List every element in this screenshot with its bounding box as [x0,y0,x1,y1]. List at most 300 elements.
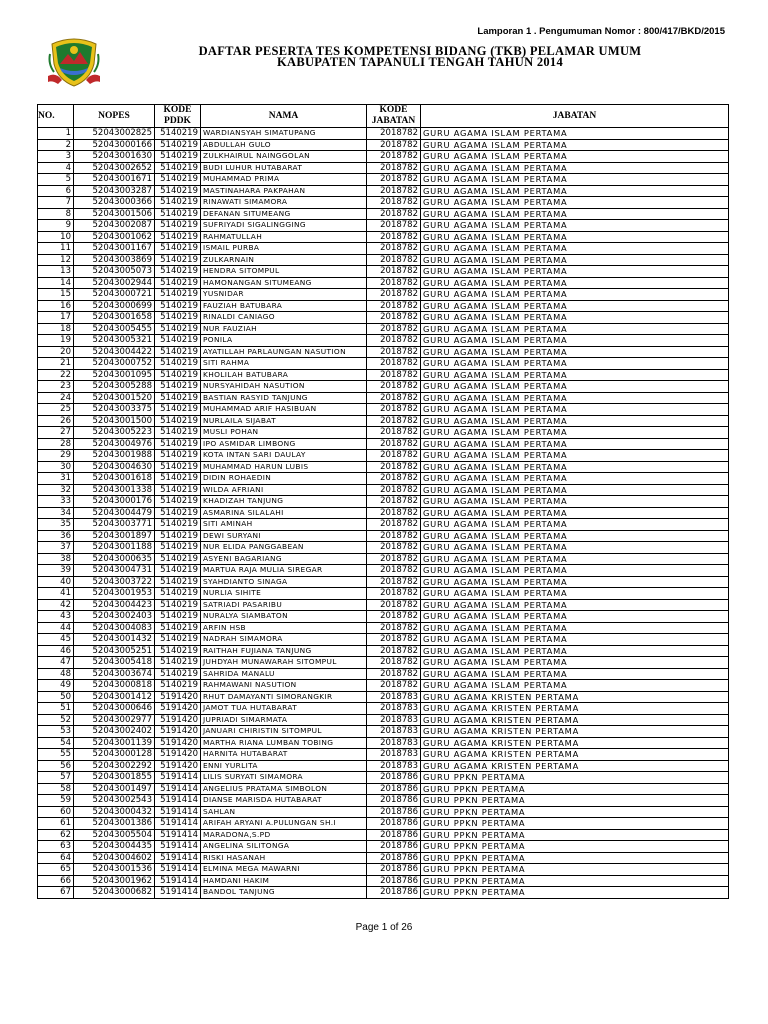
cell-no: 13 [38,266,74,278]
cell-kode-pddk: 5140219 [155,162,201,174]
table-row [38,312,729,324]
cell-kode-pddk: 5191414 [155,864,201,876]
table-row [38,174,729,186]
cell-jabatan: GURU AGAMA ISLAM PERTAMA [421,162,729,174]
cell-nopes: 52043000366 [74,197,155,209]
cell-nopes: 52043001139 [74,737,155,749]
cell-no: 42 [38,599,74,611]
cell-nama: JAMOT TUA HUTABARAT [201,703,367,715]
cell-jabatan: GURU AGAMA KRISTEN PERTAMA [421,726,729,738]
cell-kode-jabatan: 2018782 [367,185,421,197]
cell-kode-jabatan: 2018782 [367,243,421,255]
cell-jabatan: GURU AGAMA KRISTEN PERTAMA [421,703,729,715]
cell-jabatan: GURU AGAMA KRISTEN PERTAMA [421,749,729,761]
cell-jabatan: GURU PPKN PERTAMA [421,806,729,818]
cell-jabatan: GURU AGAMA ISLAM PERTAMA [421,588,729,600]
table-row [38,565,729,577]
cell-jabatan: GURU PPKN PERTAMA [421,829,729,841]
cell-kode-jabatan: 2018786 [367,818,421,830]
cell-no: 33 [38,496,74,508]
cell-no: 24 [38,392,74,404]
table-row [38,668,729,680]
cell-kode-jabatan: 2018786 [367,852,421,864]
cell-kode-pddk: 5191414 [155,783,201,795]
cell-no: 65 [38,864,74,876]
cell-nopes: 52043001953 [74,588,155,600]
cell-kode-pddk: 5140219 [155,185,201,197]
cell-nama: MARTHA RIANA LUMBAN TOBING [201,737,367,749]
cell-jabatan: GURU PPKN PERTAMA [421,887,729,899]
cell-kode-pddk: 5191420 [155,760,201,772]
cell-nopes: 52043003771 [74,519,155,531]
cell-jabatan: GURU AGAMA ISLAM PERTAMA [421,657,729,669]
cell-jabatan: GURU PPKN PERTAMA [421,772,729,784]
cell-kode-pddk: 5140219 [155,208,201,220]
cell-nopes: 52043002543 [74,795,155,807]
table-row [38,358,729,370]
cell-kode-jabatan: 2018782 [367,197,421,209]
cell-kode-jabatan: 2018782 [367,588,421,600]
cell-jabatan: GURU PPKN PERTAMA [421,852,729,864]
cell-jabatan: GURU AGAMA ISLAM PERTAMA [421,220,729,232]
cell-kode-pddk: 5140219 [155,220,201,232]
cell-no: 51 [38,703,74,715]
cell-nama: HARNITA HUTABARAT [201,749,367,761]
cell-kode-pddk: 5140219 [155,231,201,243]
column-header-nopes: NOPES [74,105,155,128]
cell-kode-pddk: 5191420 [155,749,201,761]
cell-kode-pddk: 5140219 [155,358,201,370]
cell-nama: HAMONANGAN SITUMEANG [201,277,367,289]
cell-nama: JANUARI CHIRISTIN SITOMPUL [201,726,367,738]
cell-jabatan: GURU AGAMA ISLAM PERTAMA [421,542,729,554]
cell-jabatan: GURU AGAMA ISLAM PERTAMA [421,473,729,485]
cell-nopes: 52043000752 [74,358,155,370]
cell-no: 37 [38,542,74,554]
cell-kode-pddk: 5140219 [155,588,201,600]
cell-no: 57 [38,772,74,784]
cell-nopes: 52043005418 [74,657,155,669]
cell-nama: SAHLAN [201,806,367,818]
cell-nopes: 52043004423 [74,599,155,611]
cell-nopes: 52043000166 [74,139,155,151]
cell-nama: MASTINAHARA PAKPAHAN [201,185,367,197]
cell-no: 62 [38,829,74,841]
cell-no: 2 [38,139,74,151]
table-row [38,404,729,416]
cell-jabatan: GURU AGAMA ISLAM PERTAMA [421,611,729,623]
cell-no: 46 [38,645,74,657]
cell-kode-jabatan: 2018782 [367,427,421,439]
cell-nopes: 52043004083 [74,622,155,634]
cell-kode-pddk: 5140219 [155,300,201,312]
cell-kode-pddk: 5140219 [155,542,201,554]
cell-nama: MUHAMMAD PRIMA [201,174,367,186]
table-row [38,461,729,473]
cell-nopes: 52043001988 [74,450,155,462]
cell-kode-jabatan: 2018782 [367,312,421,324]
cell-nama: NURLIA SIHITE [201,588,367,600]
cell-kode-jabatan: 2018782 [367,415,421,427]
table-row [38,243,729,255]
cell-no: 60 [38,806,74,818]
cell-jabatan: GURU AGAMA ISLAM PERTAMA [421,151,729,163]
table-row [38,772,729,784]
document-title: DAFTAR PESERTA TES KOMPETENSI BIDANG (TKB) PELAMAR UMUM [198,44,642,58]
cell-jabatan: GURU AGAMA ISLAM PERTAMA [421,243,729,255]
cell-nama: SATRIADI PASARIBU [201,599,367,611]
cell-kode-jabatan: 2018782 [367,668,421,680]
cell-kode-jabatan: 2018782 [367,346,421,358]
table-row [38,737,729,749]
cell-jabatan: GURU AGAMA ISLAM PERTAMA [421,392,729,404]
table-row [38,599,729,611]
cell-nama: BANDOL TANJUNG [201,887,367,899]
cell-nama: NUR ELIDA PANGGABEAN [201,542,367,554]
cell-nama: MARADONA,S.PD [201,829,367,841]
table-row [38,450,729,462]
cell-kode-jabatan: 2018782 [367,300,421,312]
cell-kode-jabatan: 2018782 [367,496,421,508]
cell-jabatan: GURU AGAMA ISLAM PERTAMA [421,312,729,324]
table-row [38,128,729,140]
cell-jabatan: GURU PPKN PERTAMA [421,875,729,887]
cell-nopes: 52043001536 [74,864,155,876]
cell-nopes: 52043004422 [74,346,155,358]
cell-kode-jabatan: 2018782 [367,335,421,347]
cell-no: 48 [38,668,74,680]
cell-nama: ARIFAH ARYANI A.PULUNGAN SH.I [201,818,367,830]
cell-jabatan: GURU AGAMA KRISTEN PERTAMA [421,714,729,726]
cell-nama: HAMDANI HAKIM [201,875,367,887]
cell-nama: RINALDI CANIAGO [201,312,367,324]
cell-kode-pddk: 5140219 [155,645,201,657]
cell-nopes: 52043004602 [74,852,155,864]
cell-kode-jabatan: 2018782 [367,369,421,381]
cell-kode-pddk: 5191420 [155,726,201,738]
cell-jabatan: GURU AGAMA ISLAM PERTAMA [421,381,729,393]
cell-nopes: 52043001506 [74,208,155,220]
cell-nama: NURLAILA SIJABAT [201,415,367,427]
cell-nopes: 52043003287 [74,185,155,197]
cell-nopes: 52043002825 [74,128,155,140]
table-row [38,691,729,703]
cell-kode-jabatan: 2018783 [367,691,421,703]
cell-no: 8 [38,208,74,220]
cell-no: 52 [38,714,74,726]
cell-kode-jabatan: 2018782 [367,576,421,588]
cell-kode-jabatan: 2018783 [367,737,421,749]
cell-no: 14 [38,277,74,289]
cell-nama: NUR FAUZIAH [201,323,367,335]
cell-nopes: 52043004731 [74,565,155,577]
cell-no: 44 [38,622,74,634]
table-row [38,231,729,243]
cell-nopes: 52043001897 [74,530,155,542]
cell-kode-jabatan: 2018783 [367,749,421,761]
cell-kode-pddk: 5191414 [155,852,201,864]
table-row [38,622,729,634]
cell-kode-jabatan: 2018786 [367,887,421,899]
cell-jabatan: GURU AGAMA ISLAM PERTAMA [421,599,729,611]
cell-nopes: 52043002944 [74,277,155,289]
table-row [38,496,729,508]
cell-kode-jabatan: 2018782 [367,473,421,485]
kabupaten-tapanuli-tengah-emblem-icon [46,34,102,88]
cell-nama: FAUZIAH BATUBARA [201,300,367,312]
cell-no: 29 [38,450,74,462]
table-row [38,162,729,174]
cell-kode-jabatan: 2018786 [367,772,421,784]
cell-jabatan: GURU AGAMA ISLAM PERTAMA [421,668,729,680]
cell-no: 50 [38,691,74,703]
cell-kode-pddk: 5140219 [155,657,201,669]
cell-nama: WARDIANSYAH SIMATUPANG [201,128,367,140]
cell-nopes: 52043001432 [74,634,155,646]
cell-nopes: 52043004479 [74,507,155,519]
cell-kode-pddk: 5140219 [155,484,201,496]
cell-kode-pddk: 5140219 [155,243,201,255]
cell-kode-pddk: 5140219 [155,634,201,646]
table-row [38,829,729,841]
cell-kode-pddk: 5191414 [155,806,201,818]
cell-nama: YUSNIDAR [201,289,367,301]
cell-jabatan: GURU AGAMA ISLAM PERTAMA [421,231,729,243]
cell-nama: ASYENI BAGARIANG [201,553,367,565]
table-row [38,864,729,876]
document-subtitle: KABUPATEN TAPANULI TENGAH TAHUN 2014 [276,55,564,69]
table-row [38,266,729,278]
cell-jabatan: GURU AGAMA ISLAM PERTAMA [421,358,729,370]
cell-jabatan: GURU AGAMA ISLAM PERTAMA [421,185,729,197]
cell-nopes: 52043004630 [74,461,155,473]
cell-kode-pddk: 5140219 [155,438,201,450]
cell-kode-jabatan: 2018786 [367,864,421,876]
cell-nama: JUHDYAH MUNAWARAH SITOMPUL [201,657,367,669]
cell-nama: DIANSE MARISDA HUTABARAT [201,795,367,807]
table-row [38,783,729,795]
cell-no: 1 [38,128,74,140]
cell-nopes: 52043005251 [74,645,155,657]
cell-jabatan: GURU AGAMA ISLAM PERTAMA [421,254,729,266]
cell-kode-pddk: 5140219 [155,128,201,140]
cell-kode-jabatan: 2018782 [367,645,421,657]
cell-kode-pddk: 5140219 [155,151,201,163]
cell-kode-pddk: 5140219 [155,530,201,542]
cell-no: 58 [38,783,74,795]
cell-kode-jabatan: 2018782 [367,162,421,174]
cell-no: 23 [38,381,74,393]
cell-kode-pddk: 5140219 [155,680,201,692]
table-row [38,680,729,692]
cell-kode-jabatan: 2018782 [367,530,421,542]
table-row [38,335,729,347]
cell-jabatan: GURU AGAMA ISLAM PERTAMA [421,576,729,588]
cell-nama: SITI RAHMA [201,358,367,370]
cell-jabatan: GURU AGAMA ISLAM PERTAMA [421,208,729,220]
cell-kode-pddk: 5140219 [155,174,201,186]
cell-kode-pddk: 5140219 [155,392,201,404]
cell-jabatan: GURU AGAMA ISLAM PERTAMA [421,289,729,301]
cell-kode-jabatan: 2018782 [367,542,421,554]
cell-no: 16 [38,300,74,312]
cell-kode-jabatan: 2018783 [367,726,421,738]
cell-kode-pddk: 5140219 [155,599,201,611]
cell-nopes: 52043002292 [74,760,155,772]
cell-kode-jabatan: 2018786 [367,806,421,818]
cell-jabatan: GURU AGAMA ISLAM PERTAMA [421,450,729,462]
cell-kode-jabatan: 2018782 [367,622,421,634]
cell-nama: MUHAMMAD HARUN LUBIS [201,461,367,473]
cell-no: 49 [38,680,74,692]
cell-jabatan: GURU AGAMA ISLAM PERTAMA [421,128,729,140]
cell-no: 40 [38,576,74,588]
cell-no: 35 [38,519,74,531]
cell-nopes: 52043000818 [74,680,155,692]
cell-kode-jabatan: 2018782 [367,231,421,243]
cell-nama: NURSYAHIDAH NASUTION [201,381,367,393]
column-header-kode-pddk [155,105,201,128]
table-row [38,415,729,427]
cell-nopes: 52043001855 [74,772,155,784]
cell-no: 30 [38,461,74,473]
cell-kode-jabatan: 2018783 [367,703,421,715]
cell-jabatan: GURU AGAMA ISLAM PERTAMA [421,346,729,358]
cell-jabatan: GURU AGAMA ISLAM PERTAMA [421,507,729,519]
cell-nopes: 52043001618 [74,473,155,485]
cell-kode-jabatan: 2018782 [367,461,421,473]
cell-no: 10 [38,231,74,243]
table-row [38,530,729,542]
table-row [38,381,729,393]
table-row [38,818,729,830]
cell-kode-jabatan: 2018782 [367,220,421,232]
cell-no: 38 [38,553,74,565]
cell-no: 28 [38,438,74,450]
table-row [38,254,729,266]
cell-no: 21 [38,358,74,370]
cell-jabatan: GURU AGAMA KRISTEN PERTAMA [421,737,729,749]
cell-nopes: 52043002403 [74,611,155,623]
cell-nopes: 52043001062 [74,231,155,243]
cell-jabatan: GURU AGAMA ISLAM PERTAMA [421,519,729,531]
table-row [38,634,729,646]
cell-kode-jabatan: 2018782 [367,277,421,289]
cell-kode-jabatan: 2018782 [367,381,421,393]
cell-nopes: 52043003722 [74,576,155,588]
cell-kode-pddk: 5191420 [155,703,201,715]
cell-kode-pddk: 5140219 [155,335,201,347]
cell-nama: SAHRIDA MANALU [201,668,367,680]
column-header-kode-jabatan [367,105,421,128]
table-row [38,749,729,761]
cell-kode-pddk: 5140219 [155,565,201,577]
cell-no: 15 [38,289,74,301]
cell-kode-pddk: 5191414 [155,875,201,887]
cell-kode-pddk: 5140219 [155,289,201,301]
cell-no: 26 [38,415,74,427]
cell-jabatan: GURU PPKN PERTAMA [421,841,729,853]
cell-kode-jabatan: 2018782 [367,266,421,278]
cell-nama: AYATILLAH PARLAUNGAN NASUTION [201,346,367,358]
cell-kode-pddk: 5140219 [155,323,201,335]
cell-no: 20 [38,346,74,358]
cell-kode-jabatan: 2018786 [367,841,421,853]
cell-nama: DEFANAN SITUMEANG [201,208,367,220]
cell-kode-jabatan: 2018782 [367,358,421,370]
cell-nama: KHADIZAH TANJUNG [201,496,367,508]
cell-no: 53 [38,726,74,738]
cell-nopes: 52043001386 [74,818,155,830]
cell-jabatan: GURU AGAMA ISLAM PERTAMA [421,496,729,508]
cell-kode-jabatan: 2018783 [367,714,421,726]
cell-nama: JUPRIADI SIMARMATA [201,714,367,726]
table-row [38,795,729,807]
cell-no: 55 [38,749,74,761]
cell-nama: ABDULLAH GULO [201,139,367,151]
cell-kode-jabatan: 2018782 [367,438,421,450]
cell-kode-jabatan: 2018782 [367,519,421,531]
cell-kode-jabatan: 2018782 [367,680,421,692]
cell-nopes: 52043001671 [74,174,155,186]
column-header-kode-jabatan-line2: JABATAN [371,116,416,126]
table-row [38,277,729,289]
cell-kode-pddk: 5191420 [155,737,201,749]
cell-nama: SYAHDIANTO SINAGA [201,576,367,588]
cell-kode-pddk: 5140219 [155,312,201,324]
cell-kode-pddk: 5140219 [155,496,201,508]
cell-kode-jabatan: 2018782 [367,139,421,151]
table-row [38,806,729,818]
cell-kode-pddk: 5140219 [155,346,201,358]
cell-jabatan: GURU PPKN PERTAMA [421,783,729,795]
participant-table [37,104,729,899]
cell-no: 39 [38,565,74,577]
cell-kode-jabatan: 2018783 [367,760,421,772]
cell-jabatan: GURU AGAMA ISLAM PERTAMA [421,484,729,496]
table-row [38,576,729,588]
cell-kode-pddk: 5140219 [155,404,201,416]
column-header-kode-jabatan-line1: KODE [379,105,408,115]
table-row [38,852,729,864]
cell-jabatan: GURU AGAMA ISLAM PERTAMA [421,197,729,209]
cell-nama: HENDRA SITOMPUL [201,266,367,278]
table-row [38,887,729,899]
cell-kode-jabatan: 2018782 [367,151,421,163]
table-row [38,484,729,496]
cell-nama: ZULKARNAIN [201,254,367,266]
cell-nama: NADRAH SIMAMORA [201,634,367,646]
cell-nopes: 52043000176 [74,496,155,508]
cell-jabatan: GURU AGAMA ISLAM PERTAMA [421,404,729,416]
cell-nopes: 52043005288 [74,381,155,393]
cell-nopes: 52043001412 [74,691,155,703]
table-row [38,703,729,715]
page-number: Page 1 of 26 [355,922,413,933]
cell-kode-pddk: 5140219 [155,254,201,266]
cell-nopes: 52043001500 [74,415,155,427]
cell-jabatan: GURU PPKN PERTAMA [421,795,729,807]
cell-jabatan: GURU AGAMA ISLAM PERTAMA [421,335,729,347]
column-header-no: NO. [38,105,74,128]
cell-no: 64 [38,852,74,864]
cell-nopes: 52043000646 [74,703,155,715]
cell-jabatan: GURU PPKN PERTAMA [421,818,729,830]
cell-no: 6 [38,185,74,197]
cell-kode-jabatan: 2018782 [367,565,421,577]
cell-kode-pddk: 5191414 [155,829,201,841]
table-header-row [38,105,729,128]
